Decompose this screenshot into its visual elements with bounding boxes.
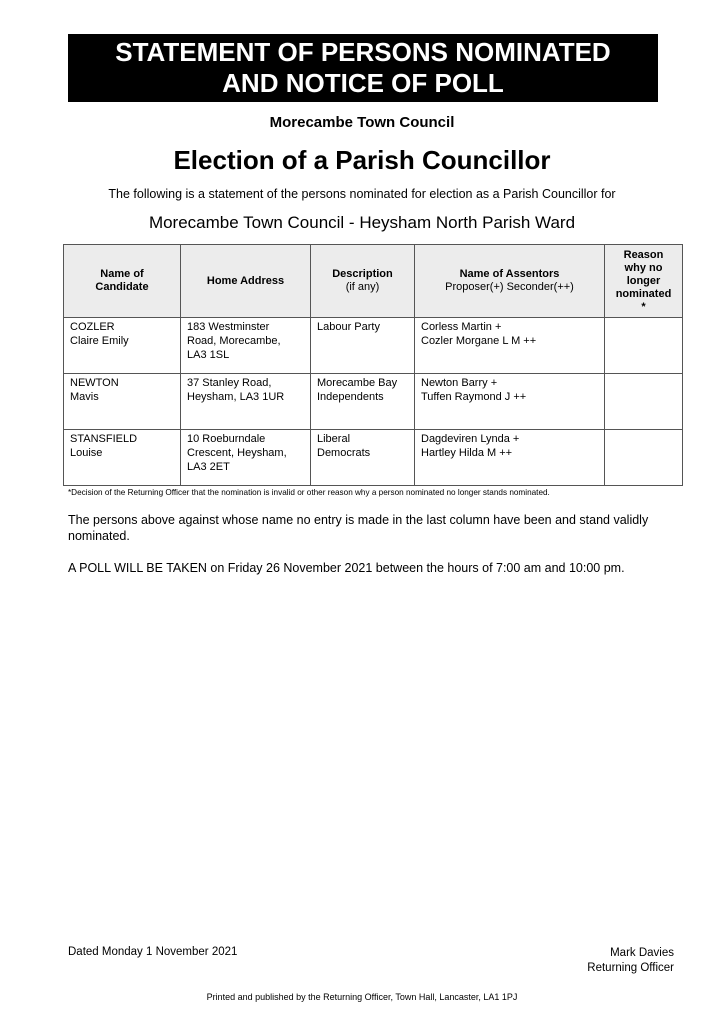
header-text: (if any) [345, 281, 380, 293]
candidate-name-cell [64, 430, 181, 486]
table-row [64, 430, 683, 486]
ward-name: Morecambe Town Council - Heysham North Parish Ward [148, 213, 576, 232]
officer-name: Mark Davies [610, 947, 674, 959]
header-text: Description [332, 268, 393, 280]
description-line: Morecambe Bay [317, 377, 398, 389]
address-line: 183 Westminster [187, 321, 270, 333]
address-line: LA3 1SL [187, 349, 230, 361]
header-text: Name of [100, 268, 144, 280]
header-description [311, 245, 415, 318]
table-footnote: *Decision of the Returning Officer that the nomination is invalid or other reason why a person nominated no longer stands nominated. [68, 488, 550, 497]
header-text: Name of Assentors [459, 268, 560, 280]
description-cell [311, 430, 415, 486]
description-line: Labour Party [317, 321, 380, 333]
address-line: 37 Stanley Road, [187, 377, 272, 389]
candidate-forenames: Mavis [70, 391, 99, 403]
candidate-surname: COZLER [70, 321, 115, 333]
dated-line: Dated Monday 1 November 2021 [68, 946, 238, 958]
seconder: Hartley Hilda M ++ [421, 447, 513, 459]
description-cell [311, 374, 415, 430]
header-assentors [415, 245, 605, 318]
description-line: Liberal [317, 433, 351, 445]
header-home-address [181, 245, 311, 318]
election-title: Election of a Parish Councillor [173, 145, 551, 175]
address-line: Heysham, LA3 1UR [187, 391, 285, 403]
poll-notice: A POLL WILL BE TAKEN on Friday 26 November 2021 between the hours of 7:00 am and 10:00 pm. [68, 561, 625, 575]
header-reason [605, 245, 683, 318]
document-title-line1: STATEMENT OF PERSONS NOMINATED [115, 37, 611, 67]
home-address-cell [181, 374, 311, 430]
candidate-name-cell [64, 374, 181, 430]
intro-statement: The following is a statement of the persons nominated for election as a Parish Councillor for [108, 187, 616, 201]
address-line: 10 Roeburndale [187, 433, 266, 445]
address-line: LA3 2ET [187, 461, 230, 473]
header-text: * [641, 300, 646, 313]
assentors-cell [415, 318, 605, 374]
description-cell [311, 318, 415, 374]
proposer: Newton Barry + [421, 377, 498, 389]
reason-cell [605, 430, 683, 486]
assentors-cell [415, 430, 605, 486]
header-text: why no [624, 261, 663, 274]
description-line: Democrats [317, 447, 371, 459]
candidate-surname: NEWTON [70, 377, 119, 389]
validly-nominated-statement: The persons above against whose name no entry is made in the last column have been and stand validly nominated. [68, 513, 649, 543]
council-name: Morecambe Town Council [269, 114, 455, 131]
candidate-forenames: Louise [70, 447, 103, 459]
officer-title: Returning Officer [587, 962, 674, 974]
description-line: Independents [317, 391, 384, 403]
nominations-table [63, 244, 683, 486]
reason-cell [605, 318, 683, 374]
candidate-forenames: Claire Emily [70, 335, 129, 347]
address-line: Crescent, Heysham, [187, 447, 287, 459]
candidate-surname: STANSFIELD [70, 433, 138, 445]
table-header-row [64, 245, 683, 318]
document-title-banner [68, 34, 658, 102]
header-text: nominated [615, 287, 672, 300]
header-text: Proposer(+) Seconder(++) [445, 281, 574, 293]
imprint: Printed and published by the Returning Officer, Town Hall, Lancaster, LA1 1PJ [206, 992, 518, 1002]
home-address-cell [181, 430, 311, 486]
reason-cell [605, 374, 683, 430]
returning-officer-signature [587, 946, 674, 976]
address-line: Road, Morecambe, [187, 335, 281, 347]
candidate-name-cell [64, 318, 181, 374]
table-row [64, 374, 683, 430]
proposer: Corless Martin + [421, 321, 502, 333]
seconder: Tuffen Raymond J ++ [421, 391, 527, 403]
header-candidate-name [64, 245, 181, 318]
proposer: Dagdeviren Lynda + [421, 433, 520, 445]
document-title-line2: AND NOTICE OF POLL [222, 68, 504, 98]
header-text: Reason [623, 248, 664, 261]
header-text: longer [626, 274, 661, 287]
home-address-cell [181, 318, 311, 374]
table-row [64, 318, 683, 374]
seconder: Cozler Morgane L M ++ [421, 335, 537, 347]
header-text: Candidate [95, 281, 149, 293]
header-text: Home Address [206, 274, 285, 287]
assentors-cell [415, 374, 605, 430]
